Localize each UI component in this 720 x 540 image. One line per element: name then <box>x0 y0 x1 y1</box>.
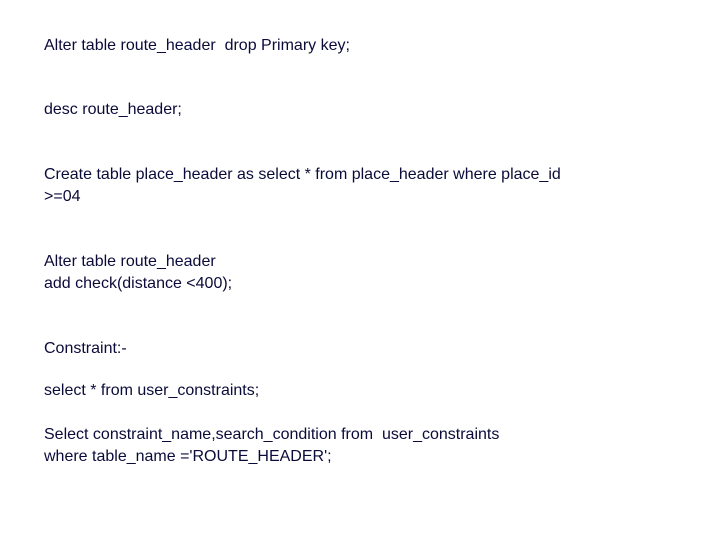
sql-line-add-check: add check(distance <400); <box>44 275 233 292</box>
sql-line-alter-drop-primary-key: Alter table route_header drop Primary key; <box>44 37 350 54</box>
sql-line-alter-route-header: Alter table route_header <box>44 253 216 270</box>
section-heading-constraint: Constraint:- <box>44 340 127 357</box>
sql-line-select-constraint-name: Select constraint_name,search_condition from user_constraints <box>44 426 500 443</box>
sql-line-select-user-constraints: select * from user_constraints; <box>44 382 260 399</box>
sql-line-create-table-place-header: Create table place_header as select * from place_header where place_id <box>44 166 561 183</box>
sql-line-desc-route-header: desc route_header; <box>44 101 182 118</box>
sql-line-where-table-name: where table_name ='ROUTE_HEADER'; <box>44 448 332 465</box>
sql-line-create-table-condition: >=04 <box>44 188 81 205</box>
